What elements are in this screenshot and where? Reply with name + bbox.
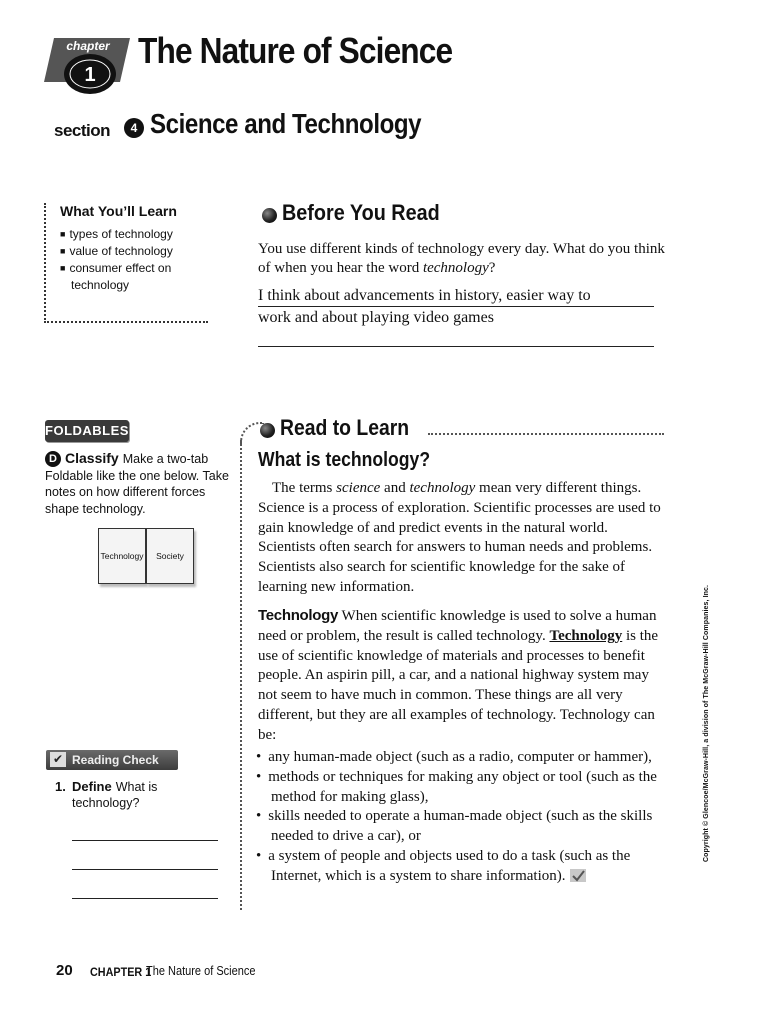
list-item: ■ types of technology (60, 226, 210, 243)
section-title: Science and Technology (150, 108, 422, 139)
classify-instructions: Classify Make a two-tab Foldable like the one below. Take notes on how different forces shape technology. (45, 450, 229, 516)
list-item: ■ value of technology (60, 243, 210, 260)
chapter-number: 1 (84, 64, 96, 86)
footer-title: The Nature of Science (146, 964, 256, 978)
before-you-read-heading: Before You Read (282, 200, 440, 225)
section-number: 4 (124, 118, 144, 138)
classify-letter-badge: D (45, 451, 61, 467)
answer-rule (258, 346, 654, 347)
answer-line-1[interactable]: I think about advancements in history, easier way to (258, 287, 591, 304)
heading-bullet-icon (262, 208, 277, 223)
before-you-read-prompt: You use different kinds of technology every day. What do you think of when you hear the word technology? (258, 241, 665, 276)
answer-line[interactable] (72, 840, 218, 841)
foldable-diagram (96, 528, 226, 592)
foldable-tab-technology: Technology (98, 528, 146, 584)
checkmark-icon: ✔ (50, 752, 66, 767)
read-to-learn-heading: Read to Learn (280, 415, 410, 440)
heading-bullet-icon (260, 423, 275, 438)
answer-rule (258, 306, 654, 307)
learn-list (60, 226, 210, 293)
paragraph-technology: Technology When scientific knowledge is used to solve a human need or problem, the result is called technology. Technology is the use of scientific knowledge of materials and processes to benefit people. An aspirin pill, a car, and a national highway system may not seem to have much in common. These things are all very different, but they are all examples of technology. Technology can be: (258, 607, 659, 743)
list-item: • any human-made object (such as a radio, computer or hammer), (256, 748, 670, 768)
copyright-notice: Copyright © Glencoe/McGraw-Hill, a division of The McGraw-Hill Companies, Inc. (703, 584, 710, 862)
what-is-technology-heading: What is technology? (258, 449, 431, 471)
page-number: 20 (56, 962, 73, 979)
dotted-heading-rule (428, 433, 664, 435)
reading-check-label: Reading Check (72, 753, 159, 767)
answer-line[interactable] (72, 869, 218, 870)
list-item: • skills needed to operate a human-made object (such as the skills needed to drive a car), or (256, 807, 670, 847)
chapter-badge (44, 34, 130, 98)
paragraph-science-vs-technology: The terms science and technology mean very different things. Science is a process of exploration. Scientific processes are used to gain knowledge of and predict events in the natural world. Scientists often search for answers to human needs and problems. Scientists also search for scientific knowledge for the sake of learning new information. (258, 480, 661, 595)
answer-line[interactable] (72, 898, 218, 899)
section-label: section (54, 121, 111, 140)
footer-chapter: CHAPTER 1 (90, 965, 152, 979)
list-item: • methods or techniques for making any object or tool (such as the method for making glass), (256, 768, 670, 808)
foldable-tab-society: Society (146, 528, 194, 584)
chapter-title: The Nature of Science (138, 30, 453, 71)
list-item: • a system of people and objects used to do a task (such as the Internet, which is a system to share information). (256, 847, 670, 887)
vocab-term-technology: Technology (549, 627, 623, 644)
learn-heading: What You’ll Learn (60, 203, 177, 219)
chapter-label: chapter (66, 39, 110, 53)
reading-check-icon (570, 869, 586, 882)
list-item: ■ consumer effect on technology (60, 260, 210, 293)
technology-examples-list (256, 748, 670, 887)
answer-line-2[interactable]: work and about playing video games (258, 309, 494, 326)
dotted-divider (240, 440, 242, 910)
question-number: 1. (55, 779, 66, 794)
question-text: Define What is technology? (72, 779, 158, 810)
foldables-logo: FOLDABLES (45, 420, 129, 442)
